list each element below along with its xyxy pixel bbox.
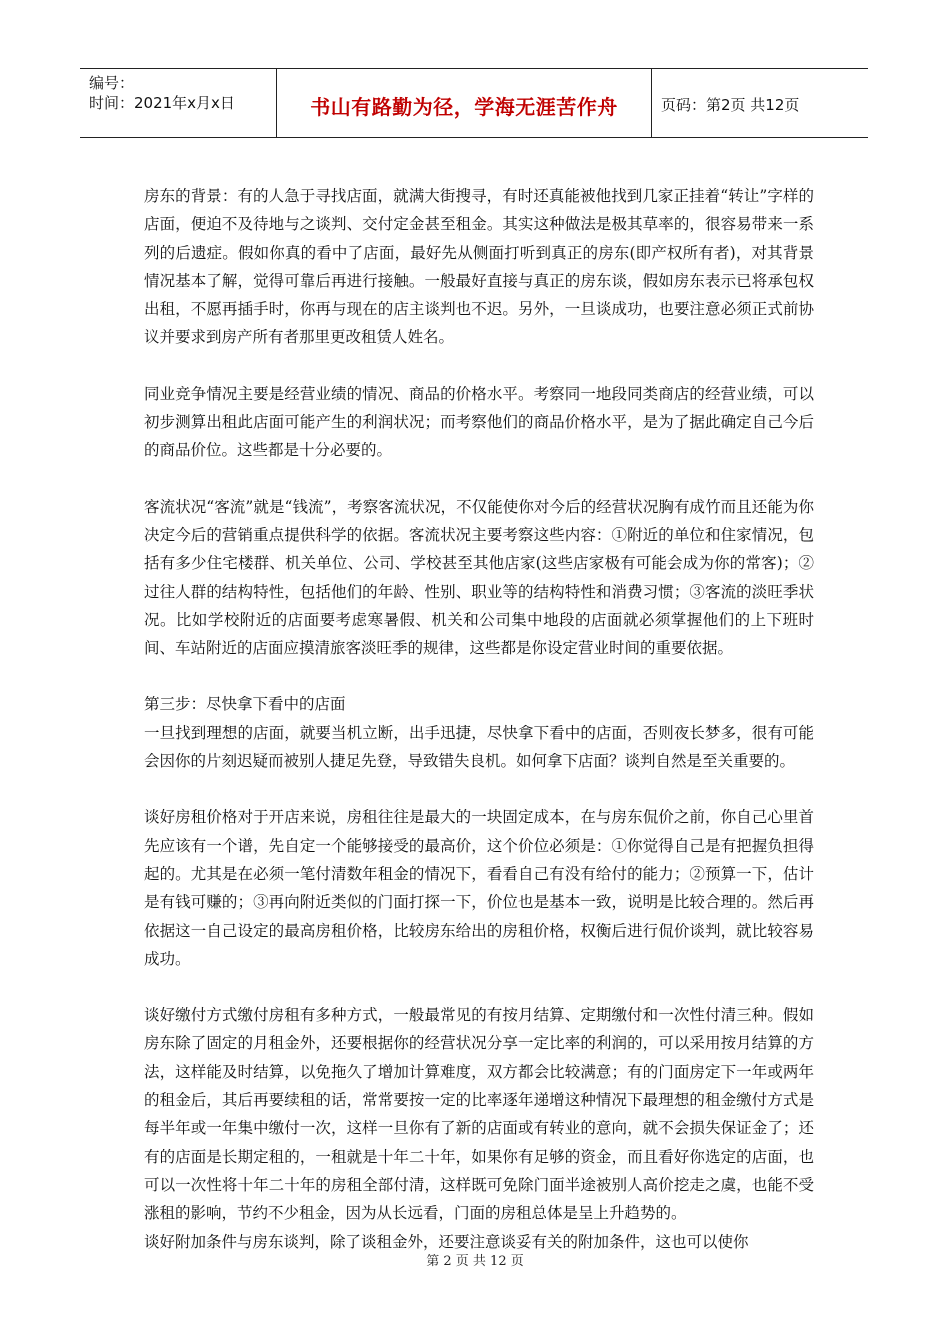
document-code-label: 编号： [89,74,135,92]
document-body [144,182,814,1256]
paragraph-payment-method: 谈好缴付方式缴付房租有多种方式，一般最常见的有按月结算、定期缴付和一次性付清三种。假如房东除了固定的月租金外，还要根据你的经营状况分享一定比率的利润的，可以采用按月结算的方法，这样能及时结算，以免拖久了增加计算难度，双方都会比较满意；有的门面房定下一年或两年的租金后，其后再要续租的话，常常要按一定的比率逐年递增这种情况下最理想的租金缴付方式是每半年或一年集中缴付一次，这样一旦你有了新的店面或有转业的意向，就不会损失保证金了；还有的店面是长期定租的，一租就是十年二十年，如果你有足够的资金，而且看好你选定的店面，也可以一次性将十年二十年的房租全部付清，这样既可免除门面半途被别人高价挖走之虞，也能不受涨租的影响，节约不少租金，因为从长远看，门面的房租总体是呈上升趋势的。 [144,1006,814,1223]
section-heading-step-three: 第三步：尽快拿下看中的店面 [144,695,346,714]
header-page-cell [652,69,868,137]
paragraph-customer-flow: 客流状况“客流”就是“钱流”，考察客流状况，不仅能使你对今后的经营状况胸有成竹而且还能为你决定今后的营销重点提供科学的依据。客流状况主要考察这些内容：①附近的单位和住家情况，包括有多少住宅楼群、机关单位、公司、学校甚至其他店家(这些店家极有可能会成为你的常客)；②过往人群的结构特性，包括他们的年龄、性别、职业等的结构特性和消费习惯；③客流的淡旺季状况。比如学校附近的店面要考虑寒暑假、机关和公司集中地段的店面就必须掌握他们的上下班时间、车站附近的店面应摸清旅客淡旺季的规律，这些都是你设定营业时间的重要依据。 [144,497,814,658]
paragraph-competition: 同业竞争情况主要是经营业绩的情况、商品的价格水平。考察同一地段同类商店的经营业绩，可以初步测算出租此店面可能产生的利润状况；而考察他们的商品价格水平，是为了据此确定自己今后的商品价位。这些都是十分必要的。 [144,384,814,460]
header-motto-cell [277,69,652,137]
header-info-cell [80,69,277,137]
paragraph-rent-price: 谈好房租价格对于开店来说，房租往往是最大的一块固定成本，在与房东侃价之前，你自己心里首先应该有一个谱，先自定一个能够接受的最高价，这个价位必须是：①你觉得自己是有把握负担得起的。尤其是在必须一笔付清数年租金的情况下，看看自己有没有给付的能力；②预算一下，估计是有钱可赚的；③再向附近类似的门面打探一下，价位也是基本一致，说明是比较合理的。然后再依据这一自己设定的最高房租价格，比较房东给出的房租价格，权衡后进行侃价谈判，就比较容易成功。 [144,808,814,968]
paragraph-secure-store: 一旦找到理想的店面，就要当机立断，出手迅捷，尽快拿下看中的店面，否则夜长梦多，很有可能会因你的片刻迟疑而被别人捷足先登，导致错失良机。如何拿下店面？谈判自然是至关重要的。 [144,723,814,771]
page-header [80,68,868,138]
document-date: 时间：2021年x月x日 [89,94,235,112]
header-page-number: 页码：第2页 共12页 [661,96,800,114]
paragraph-additional-terms: 谈好附加条件与房东谈判，除了谈租金外，还要注意谈妥有关的附加条件，这也可以使你 [144,1232,749,1251]
header-motto: 书山有路勤为径，学海无涯苦作舟 [310,95,618,119]
page-footer: 第 2 页 共 12 页 [426,1254,524,1269]
paragraph-landlord-background: 房东的背景：有的人急于寻找店面，就满大街搜寻，有时还真能被他找到几家正挂着“转让”字样的店面，便迫不及待地与之谈判、交付定金甚至租金。其实这种做法是极其草率的，很容易带来一系列的后遗症。假如你真的看中了店面，最好先从侧面打听到真正的房东(即产权所有者)，对其背景情况基本了解，觉得可靠后再进行接触。一般最好直接与真正的房东谈，假如房东表示已将承包权出租，不愿再插手时，你再与现在的店主谈判也不迟。另外，一旦谈成功，也要注意必须正式前协议并要求到房产所有者那里更改租赁人姓名。 [144,187,814,347]
